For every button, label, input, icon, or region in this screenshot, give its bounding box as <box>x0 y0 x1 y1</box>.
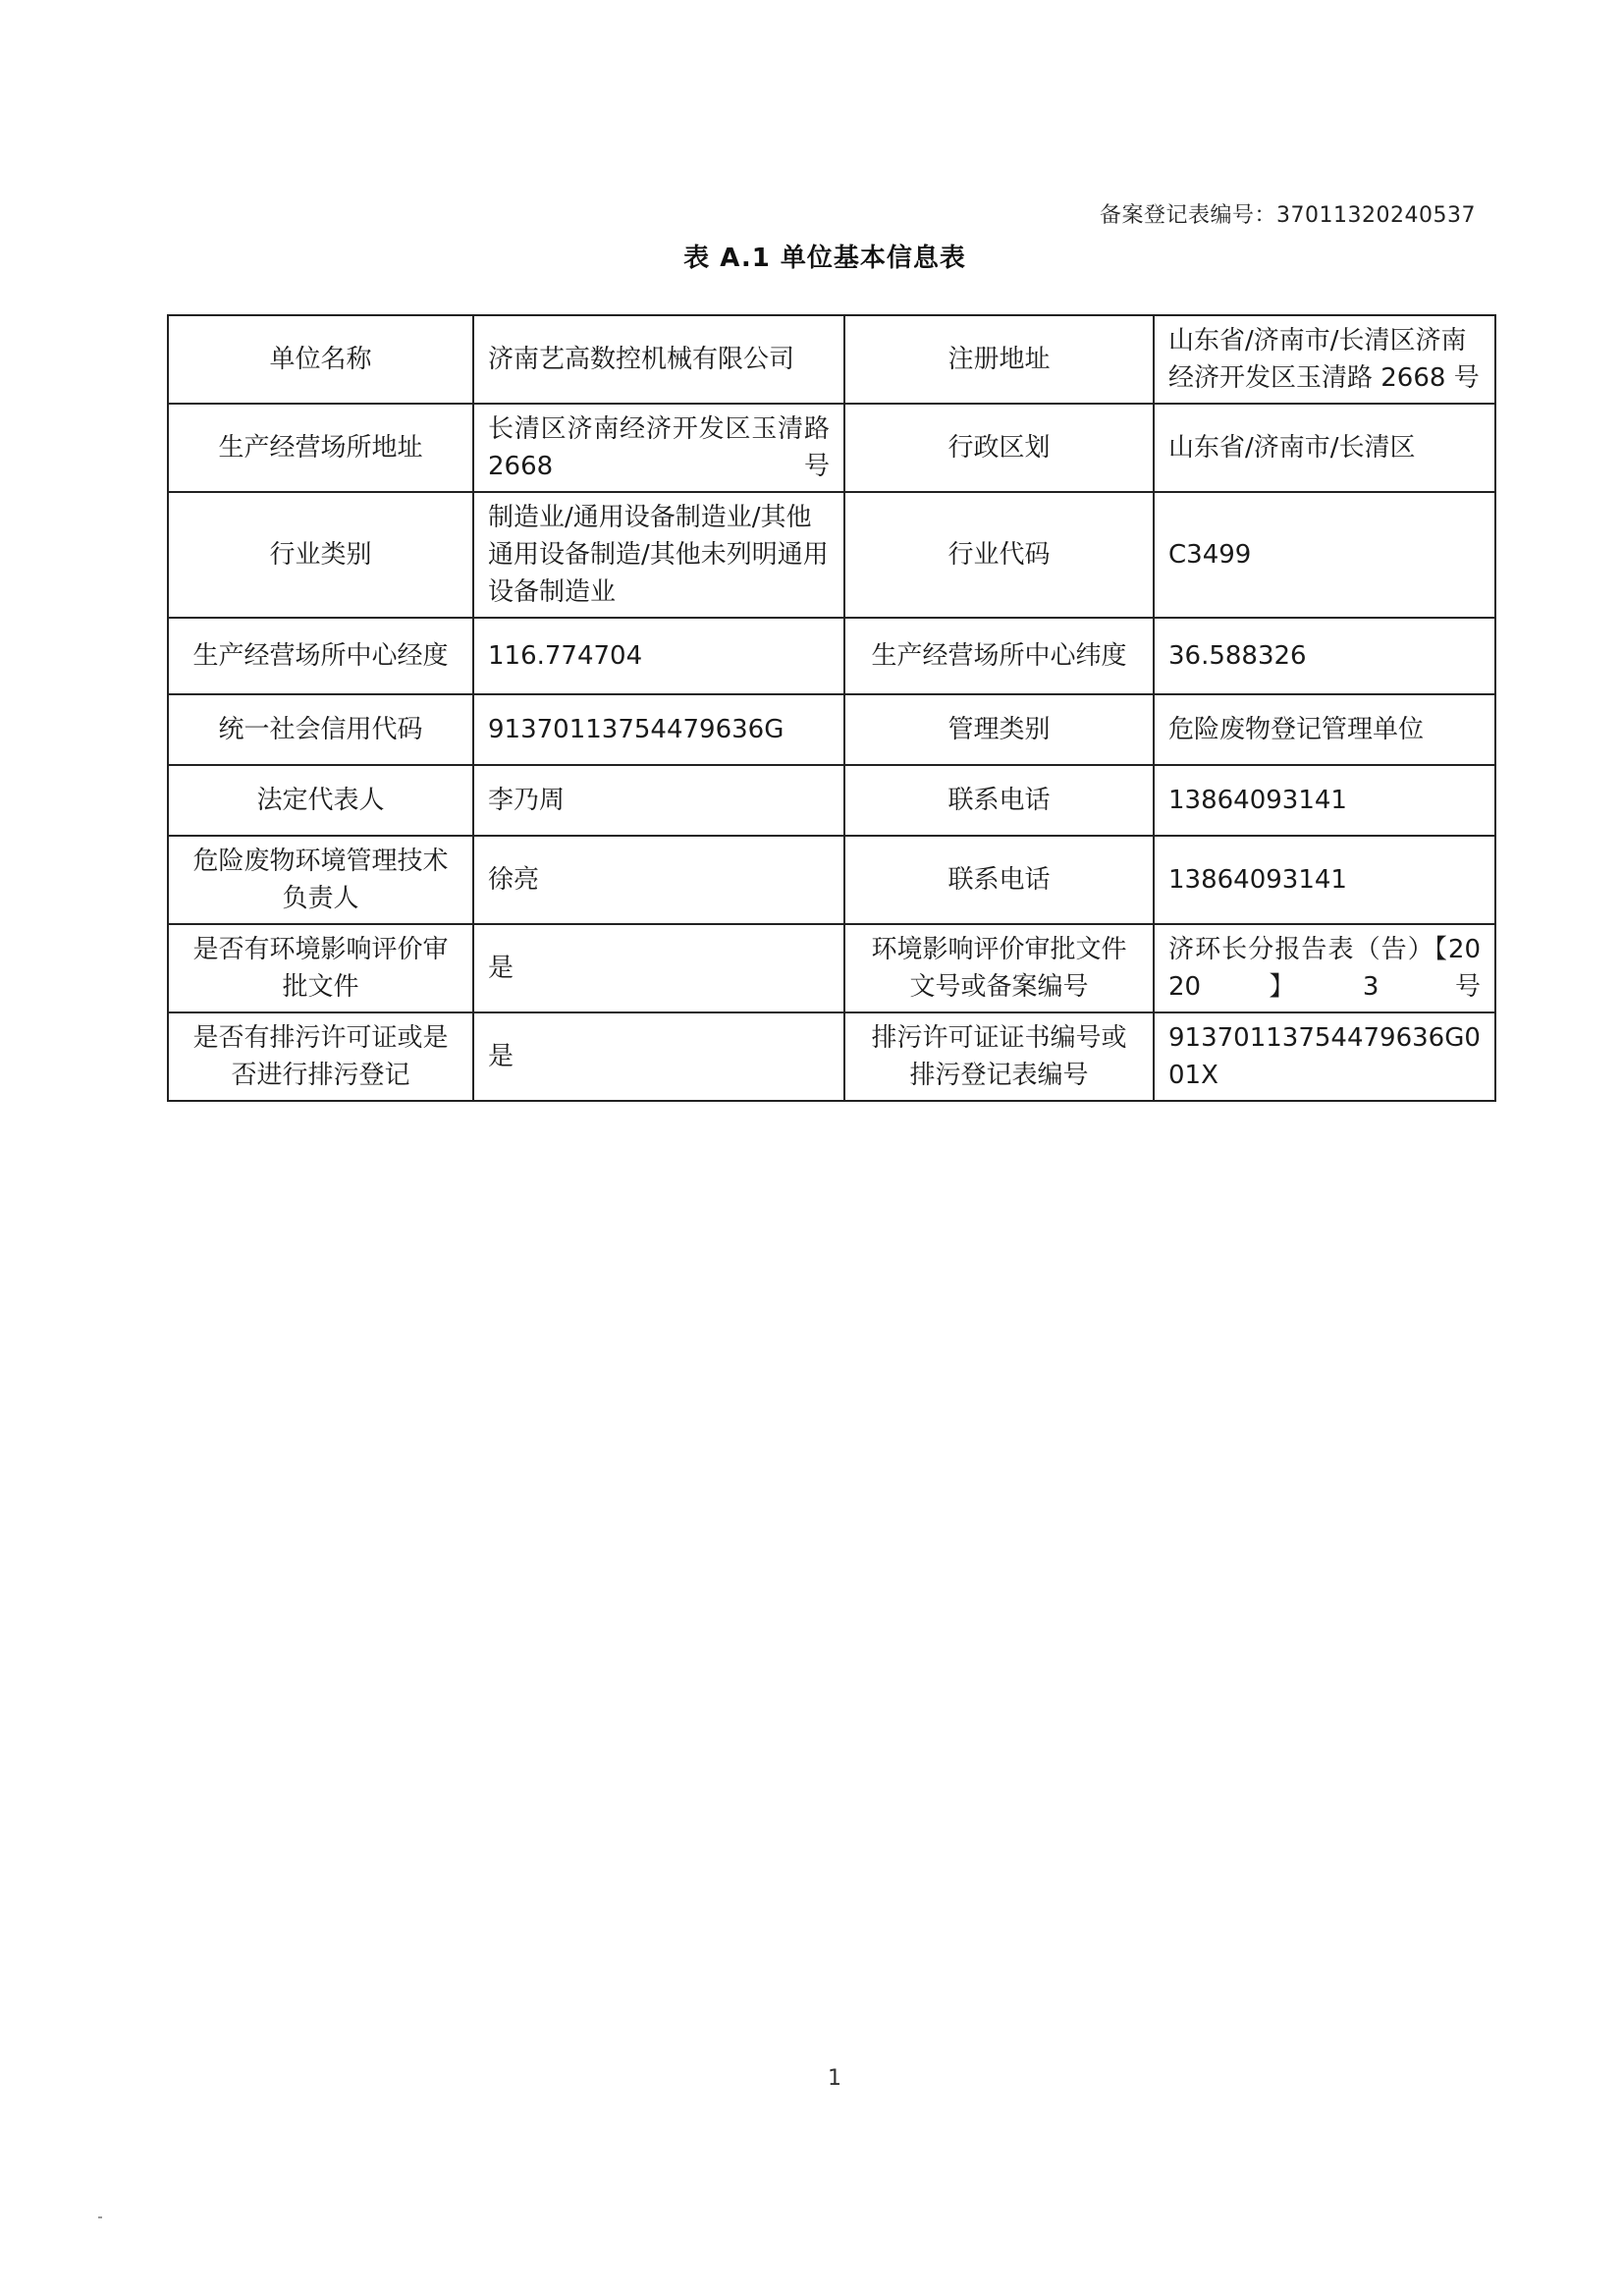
row-value: 长清区济南经济开发区玉清路 2668 号 <box>473 404 844 492</box>
row-value: 36.588326 <box>1154 618 1495 694</box>
row-label: 生产经营场所地址 <box>168 404 473 492</box>
row-value: 李乃周 <box>473 765 844 836</box>
table-row <box>168 404 1495 492</box>
table-row <box>168 618 1495 694</box>
table-row <box>168 765 1495 836</box>
row-label: 法定代表人 <box>168 765 473 836</box>
row-label: 危险废物环境管理技术负责人 <box>168 836 473 924</box>
row-label: 是否有排污许可证或是否进行排污登记 <box>168 1012 473 1101</box>
row-value: 是 <box>473 1012 844 1101</box>
page-title: 表 A.1 单位基本信息表 <box>683 244 966 273</box>
scan-speck <box>98 2216 102 2218</box>
row-value: 危险废物登记管理单位 <box>1154 694 1495 765</box>
row-value: 91370113754479636G001X <box>1154 1012 1495 1101</box>
row-value: 是 <box>473 924 844 1012</box>
row-value: 徐亮 <box>473 836 844 924</box>
row-label: 生产经营场所中心纬度 <box>844 618 1154 694</box>
row-label: 生产经营场所中心经度 <box>168 618 473 694</box>
row-label: 注册地址 <box>844 315 1154 404</box>
row-value: C3499 <box>1154 492 1495 618</box>
row-value: 116.774704 <box>473 618 844 694</box>
row-value: 山东省/济南市/长清区济南经济开发区玉清路 2668 号 <box>1154 315 1495 404</box>
page-number: 1 <box>828 2066 841 2091</box>
row-value: 91370113754479636G <box>473 694 844 765</box>
table-row <box>168 924 1495 1012</box>
row-label: 联系电话 <box>844 765 1154 836</box>
row-value: 13864093141 <box>1154 765 1495 836</box>
row-value: 制造业/通用设备制造业/其他通用设备制造/其他未列明通用设备制造业 <box>473 492 844 618</box>
row-label: 管理类别 <box>844 694 1154 765</box>
row-value: 济环长分报告表（告）【2020】3 号 <box>1154 924 1495 1012</box>
row-value: 13864093141 <box>1154 836 1495 924</box>
unit-info-table <box>167 314 1496 1102</box>
table-row <box>168 1012 1495 1101</box>
row-label: 统一社会信用代码 <box>168 694 473 765</box>
registration-number: 备案登记表编号：37011320240537 <box>1100 203 1476 228</box>
table-row <box>168 315 1495 404</box>
row-label: 排污许可证证书编号或排污登记表编号 <box>844 1012 1154 1101</box>
table-row <box>168 492 1495 618</box>
row-value: 济南艺高数控机械有限公司 <box>473 315 844 404</box>
row-label: 行业类别 <box>168 492 473 618</box>
row-label: 环境影响评价审批文件文号或备案编号 <box>844 924 1154 1012</box>
row-label: 单位名称 <box>168 315 473 404</box>
row-label: 行政区划 <box>844 404 1154 492</box>
row-value: 山东省/济南市/长清区 <box>1154 404 1495 492</box>
table-row <box>168 836 1495 924</box>
row-label: 是否有环境影响评价审批文件 <box>168 924 473 1012</box>
row-label: 联系电话 <box>844 836 1154 924</box>
row-label: 行业代码 <box>844 492 1154 618</box>
table-row <box>168 694 1495 765</box>
